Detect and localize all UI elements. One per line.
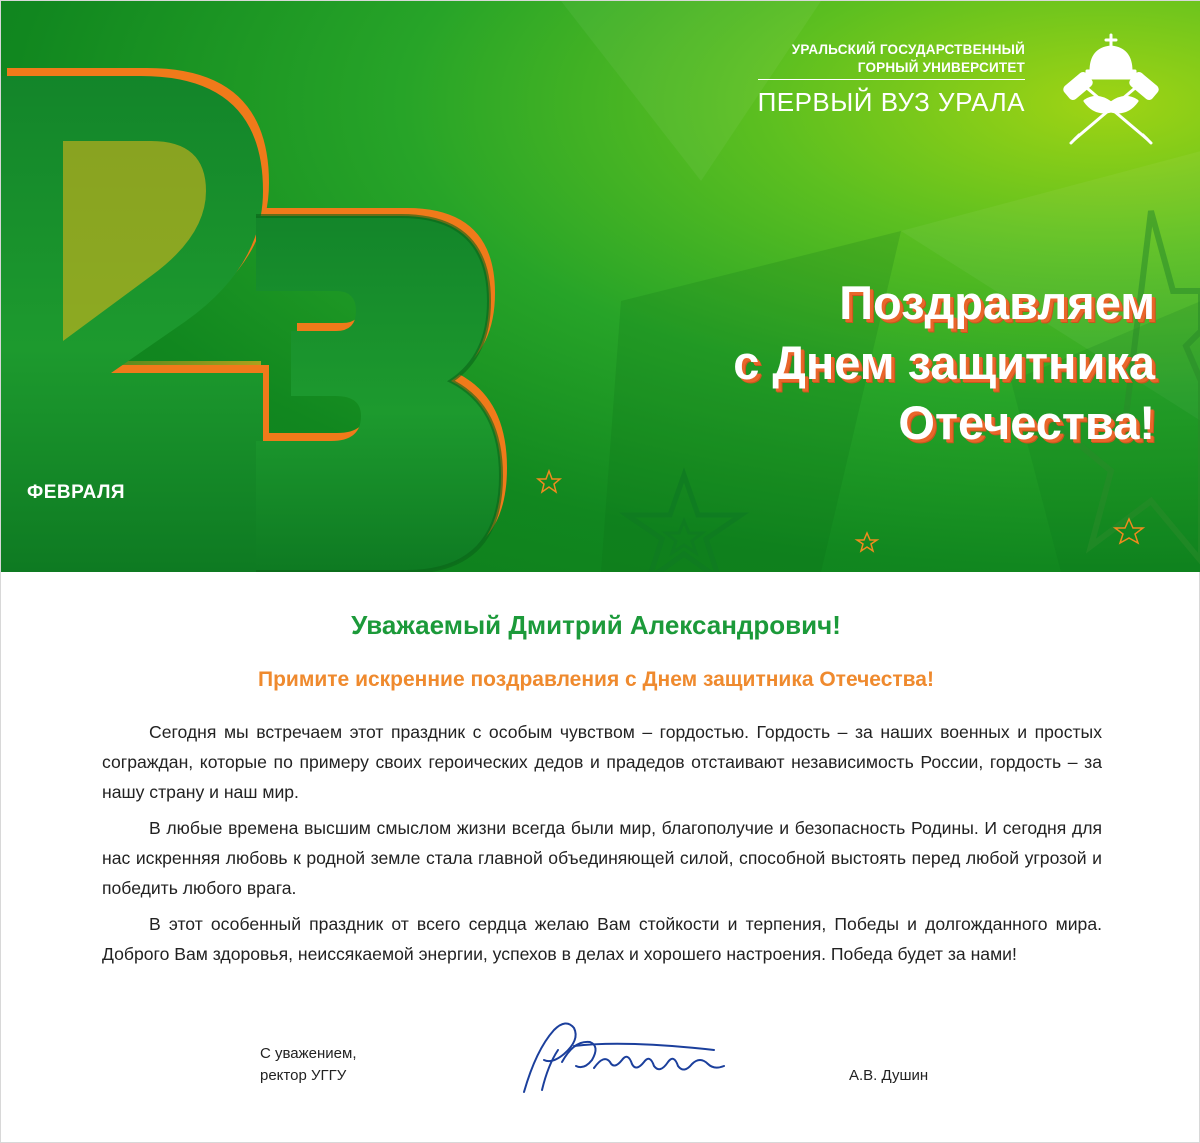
headline-line: Отечества! <box>898 396 1155 449</box>
letter-paragraph: В любые времена высшим смыслом жизни всегда были мир, благополучие и безопасность Родины. И сегодня для нас искренняя любовь к родной земле стала главной объединяющей силой, способной выстоять перед любой угрозой и победить любого врага. <box>102 818 1102 898</box>
university-name-line2: ГОРНЫЙ УНИВЕРСИТЕТ <box>758 59 1025 80</box>
headline-line: с Днем защитника <box>733 336 1155 389</box>
headline-line: Поздравляем <box>839 276 1155 329</box>
holiday-headline <box>515 273 1155 453</box>
letter-paragraph: В этот особенный праздник от всего сердца желаю Вам стойкости и терпения, Победы и долгожданного мира. Доброго Вам здоровья, неиссякаемой энергии, успехов в делах и хорошего настроения. Победа будет за нами! <box>102 914 1102 964</box>
university-name-block <box>758 41 1025 118</box>
small-star-icon <box>538 471 560 492</box>
letter-body <box>102 717 1102 975</box>
signer-name: А.В. Душин <box>849 1067 929 1084</box>
university-tagline: ПЕРВЫЙ ВУЗ УРАЛА <box>757 87 1025 117</box>
recipient-greeting: Уважаемый Дмитрий Александрович! <box>351 610 841 640</box>
signer-title: ректор УГГУ <box>260 1067 347 1084</box>
closing-line: С уважением, <box>260 1045 357 1062</box>
handwritten-signature <box>514 1010 734 1100</box>
small-star-icon <box>857 533 877 551</box>
letter-paragraph: Сегодня мы встречаем этот праздник с особым чувством – гордостью. Гордость – за наших военных и простых сограждан, которые по примеру своих героических дедов и прадедов отстаивают независимость России, гордость – за нашу страну и наш мир. <box>102 722 1102 802</box>
closing-block <box>260 1043 357 1087</box>
university-crest-icon <box>1057 31 1165 153</box>
header-banner <box>1 1 1200 572</box>
congratulation-subtitle: Примите искренние поздравления с Днем защитника Отечества! <box>258 668 934 691</box>
date-month: ФЕВРАЛЯ <box>27 482 126 503</box>
university-name-line1: УРАЛЬСКИЙ ГОСУДАРСТВЕННЫЙ <box>791 42 1025 57</box>
